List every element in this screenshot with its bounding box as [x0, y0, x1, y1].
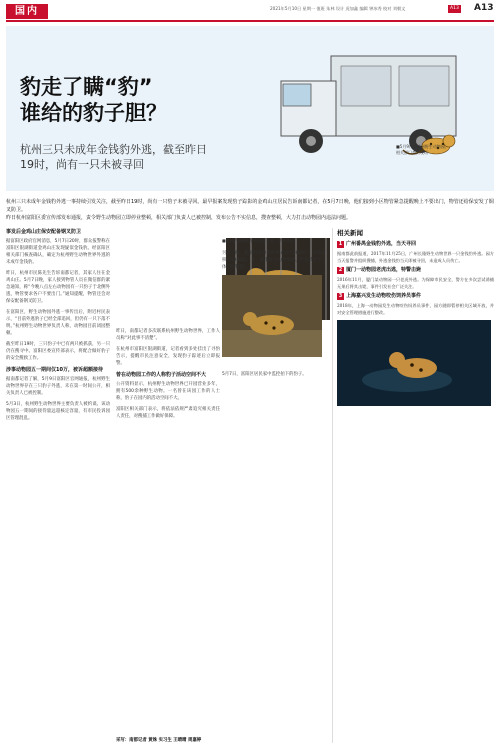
article-heading-2: 涉事动物园五一期间仅10万，被诉超额接待	[6, 367, 103, 373]
item-text: 2018年，上海一动物园发生动物咬伤饲养员事件，园方随即暂停相关区域开放，并对安全管理措施进行整改。	[337, 303, 494, 315]
item-number: 2	[338, 267, 343, 273]
photo-caption-2: 5月7日，富阳区居民家中监控拍下的豹子。	[222, 372, 307, 377]
section-tab: 国内	[6, 4, 48, 19]
article-column-b	[116, 238, 220, 424]
article-paragraph: 截至昨日19时，三只豹子中已有两只被抓获，另一只仍在搜寻中。富阳区委宣传部表示，将配合做好豹子的安全搜救工作。	[6, 342, 110, 361]
article-paragraph: 据南都记者了解，5月9日富阳区官网通报，杭州野生动物世界存在三只豹子外逃，未在第一时间公开，相关负责人已被控制。	[6, 377, 110, 396]
page-number: A13	[474, 3, 494, 13]
lead-p2: 昨日杭州富阳区委宣传部发布通报，责令野生动物园立即停业整顿，相关部门负责人已被控制，发布公告不实信息，搜查整顿，大力打击动物园内违法问题。	[6, 215, 352, 221]
related-item-3	[337, 293, 494, 300]
hero-illustration	[6, 26, 494, 191]
page-header	[0, 0, 500, 22]
lead-p1: 杭州三只未成年金钱豹外逃一事持续引发关注，截至昨日19时，尚有一只豹子未被寻回。最早报案发现豹子踪影的金鸡山庄居民告诉南都记者，在5月7日晚，他们接到小区物管紧急提醒晚上不要出门，物管还给保安发了铜叉防卫。	[6, 199, 494, 213]
article-paragraph: 另据了解，杭州野生动物世界成立于2000年，占地面积约3000亩，是一家集野生动物保护、科普教育于一体的动物园。	[222, 251, 326, 270]
article-paragraph: 据富阳区政府官网消息，5月7日20时，群众报警称在富阳区银湖街道金鸡山庄发现疑似金钱豹。经富阳区相关部门核查确认，确定为杭州野生动物世界外逃的未成年金钱豹。	[6, 239, 110, 265]
leopard-cctv-image	[222, 275, 322, 357]
headline-line-2: 谁给的豹子胆？	[20, 101, 167, 125]
subheadline	[20, 142, 270, 172]
item-number: 1	[338, 241, 343, 247]
article-paragraph: 在杭州市富阳区银湖街道，记者看到多处挂出了寻豹告示，提醒市民注意安全，发现豹子踪迹后立即报警。	[116, 347, 220, 366]
article-paragraph: 富阳区相关部门表示，将依法依规严肃追究相关责任人责任，对搜捕工作做好保障。	[116, 407, 220, 419]
hero-caption: ■5月9日，杭州野生动物园， 相关部门查封现场	[396, 144, 449, 155]
article-paragraph: 昨日，杭州市民陈先生告诉南都记者，其家人住在金鸡山庄。5月7日晚，家人接到物管人员在微信群的紧急通知，称“今晚八点左右动物园有一只豹子于北侧外逃，物管要求各户不要出门。”通知提醒，物管还会对保安配备钢叉防卫。	[6, 271, 110, 304]
related-title: 相关新闻	[337, 229, 363, 237]
article-heading-1: 事发后金鸡山庄保安配备钢叉防卫	[6, 229, 82, 235]
related-item-2	[337, 267, 494, 274]
photo-caption-1: ■金钱豹被麻醉后装在笼子里，等待转运。	[222, 238, 298, 243]
main-article	[6, 228, 326, 743]
item-text: 2016年11月，厦门某动物园一只老虎外逃。为保障市民安全，警方在多次尝试诱捕无果后将其击毙，事件引发社会广泛关注。	[337, 277, 494, 289]
item-text: 据南都此前报道，2017年11月25日，广州长隆野生动物世界一只金钱豹外逃。园方当天报警并组织搜捕，外逃金钱豹当天即被寻回，未造成人员伤亡。	[337, 251, 494, 263]
item-title: 上海嘉兴发生动物咬伤饲养员事件	[346, 293, 422, 299]
item-title: 广州番禺金钱豹外逃，当天寻回	[346, 241, 417, 247]
article-heading-3: 曾在动物园工作的人称豹子活动空间不大	[116, 372, 207, 378]
header-meta: 2021年5月10日 星期一 值班 朱林 设计 虎加鑫 编辑 钟冰秀 校对 刘朝文	[270, 6, 406, 11]
related-photo	[337, 320, 491, 406]
article-paragraph: 5月3日，杭州野生动物世界主要负责人被约谈。该动物园五一期间的接待量远超核定容量，有市民投诉园区管理混乱。	[6, 402, 110, 421]
headline-line-1: 豹走了瞒“豹”	[20, 75, 153, 99]
edition-badge: A13	[450, 6, 459, 11]
article-paragraph: 公开资料显示，杭州野生动物世界已开园营业多年，拥有500余种野生动物。一名曾在该园工作的人士称，豹子在园内的活动空间不大。	[116, 382, 220, 401]
byline: 采写：南都记者 黄姝 实习生 王晴晴 周嘉婷	[116, 738, 202, 743]
item-title: 厦门一动物园老虎出逃，特警击毙	[346, 267, 422, 273]
article-column-c	[222, 238, 326, 382]
article-column-a	[6, 238, 110, 426]
item-number: 3	[338, 293, 343, 299]
related-news	[332, 228, 494, 743]
leopard-cctv-photo	[222, 275, 322, 357]
headline	[20, 74, 167, 126]
article-paragraph: 在富阳区，野生动物园外逃一事传出后，附近村民表示，“目前外逃豹子已经全部追回，但仍有一只下落不明。”杭州野生动物世界负责人称，动物园目前闭园整顿。	[6, 310, 110, 336]
subhead-line-1: 杭州三只未成年金钱豹外逃，截至昨日	[20, 143, 207, 156]
header-divider	[6, 20, 494, 22]
subhead-line-2: 19时，尚有一只未被寻回	[20, 158, 144, 171]
lead-paragraph	[6, 198, 494, 222]
article-paragraph: 昨日，南都记者多次联系杭州野生动物世界，工作人员称“对此事不清楚”。	[116, 329, 220, 341]
related-item-1	[337, 241, 494, 248]
related-photo-image	[337, 320, 491, 406]
